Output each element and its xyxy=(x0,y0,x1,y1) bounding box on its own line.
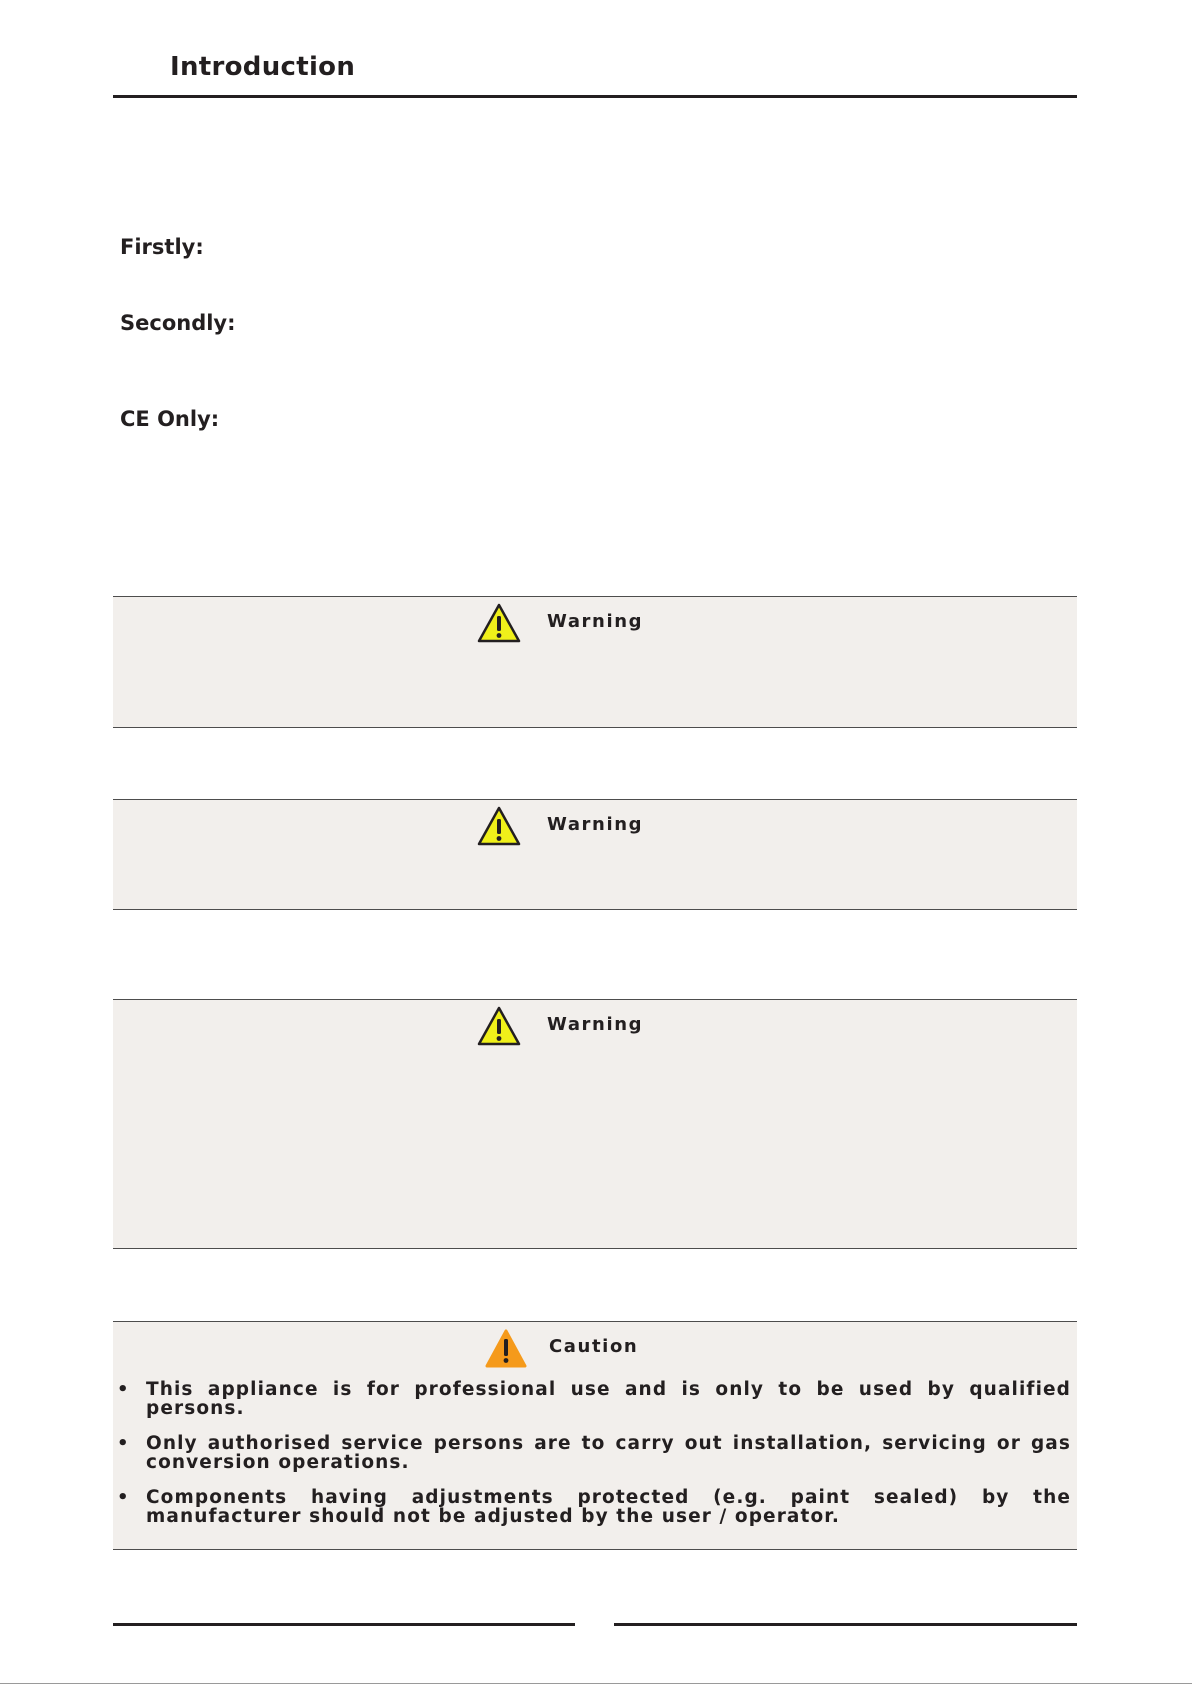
caution-header xyxy=(113,1328,1077,1372)
warning-box-3 xyxy=(113,999,1077,1249)
caution-triangle-icon xyxy=(484,1328,528,1368)
label-secondly: Secondly: xyxy=(120,311,236,335)
footer-rule-left xyxy=(113,1623,575,1626)
list-item: • Only authorised service persons are to carry out installation, servicing or gas conversion operations. xyxy=(117,1433,1071,1473)
warning-box-1 xyxy=(113,596,1077,728)
warning-title: Warning xyxy=(547,814,644,835)
label-firstly: Firstly: xyxy=(120,235,204,259)
page-bottom-rule xyxy=(0,1683,1192,1684)
caution-list xyxy=(113,1380,1071,1542)
header-rule xyxy=(113,95,1077,98)
warning-triangle-icon xyxy=(477,1006,521,1046)
label-ce-only: CE Only: xyxy=(120,407,220,431)
warning-triangle-icon xyxy=(477,603,521,643)
warning-header xyxy=(113,1006,1077,1050)
bullet-icon: • xyxy=(117,1487,130,1508)
warning-triangle-icon xyxy=(477,806,521,846)
warning-box-2 xyxy=(113,799,1077,910)
footer-rule-right xyxy=(614,1623,1077,1626)
list-item: • This appliance is for professional use and is only to be used by qualified persons. xyxy=(117,1379,1071,1419)
bullet-icon: • xyxy=(117,1433,130,1454)
list-item: • Components having adjustments protected (e.g. paint sealed) by the manufacturer should not be adjusted by the user / operator. xyxy=(117,1487,1071,1527)
warning-title: Warning xyxy=(547,1014,644,1035)
caution-box xyxy=(113,1321,1077,1550)
warning-header xyxy=(113,603,1077,647)
warning-header xyxy=(113,806,1077,850)
warning-title: Warning xyxy=(547,611,644,632)
page-title: Introduction xyxy=(170,52,356,82)
bullet-icon: • xyxy=(117,1379,130,1400)
caution-title: Caution xyxy=(549,1336,639,1357)
